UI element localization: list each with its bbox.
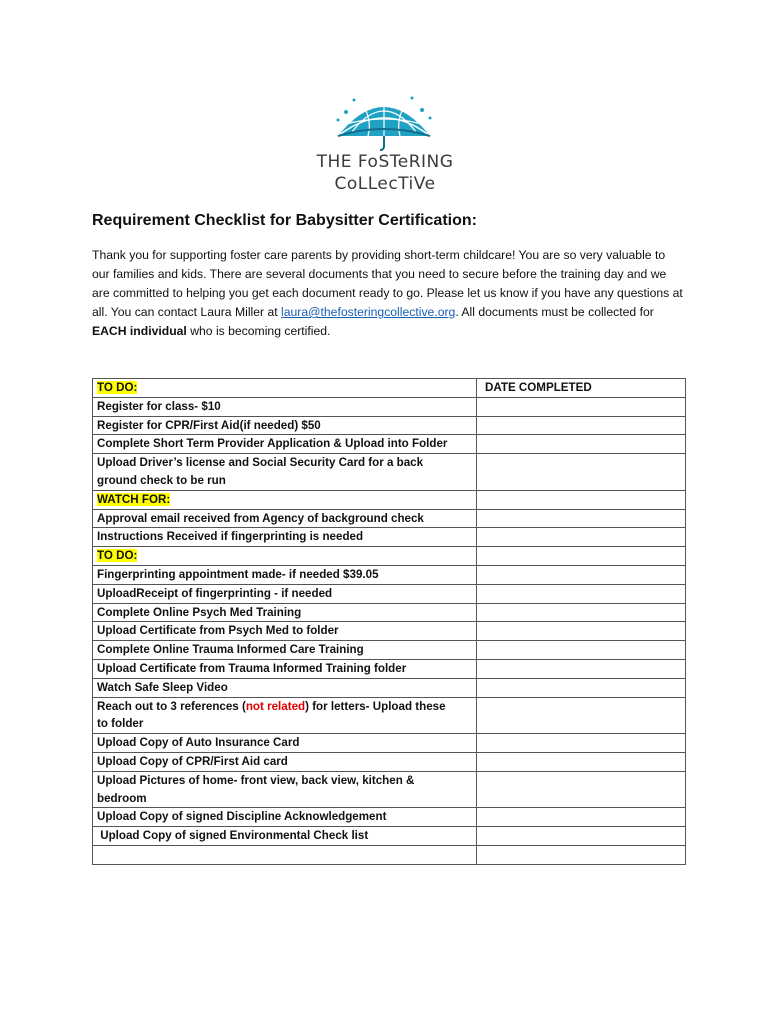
empty-task-cell[interactable] (93, 845, 477, 864)
date-cell[interactable] (477, 678, 686, 697)
date-cell[interactable] (477, 490, 686, 509)
table-row (93, 734, 686, 753)
task-cell: Complete Online Trauma Informed Care Training (93, 641, 477, 660)
task-line1: Upload Pictures of home- front view, back view, kitchen & (97, 773, 415, 787)
date-cell[interactable] (477, 435, 686, 454)
task-cell: Approval email received from Agency of background check (93, 509, 477, 528)
intro-emphasis: EACH individual (92, 324, 187, 338)
watch-for-heading: WATCH FOR: (97, 492, 171, 506)
table-header-date: DATE COMPLETED (477, 379, 686, 398)
table-row-empty (93, 845, 686, 864)
date-cell[interactable] (477, 622, 686, 641)
table-row (93, 584, 686, 603)
requirement-checklist-table (92, 378, 686, 865)
table-row (93, 697, 686, 734)
task-cell: UploadReceipt of fingerprinting - if needed (93, 584, 477, 603)
table-row (93, 435, 686, 454)
date-cell[interactable] (477, 659, 686, 678)
table-row (93, 678, 686, 697)
task-cell: Register for CPR/First Aid(if needed) $50 (93, 416, 477, 435)
date-cell[interactable] (477, 454, 686, 491)
task-cell: Complete Online Psych Med Training (93, 603, 477, 622)
task-cell: Upload Certificate from Psych Med to folder (93, 622, 477, 641)
date-cell[interactable] (477, 584, 686, 603)
task-cell: Upload Certificate from Trauma Informed Training folder (93, 659, 477, 678)
date-cell[interactable] (477, 808, 686, 827)
date-cell[interactable] (477, 641, 686, 660)
logo-text-line1: THE FoSTeRING (316, 152, 454, 172)
task-cell (93, 454, 477, 491)
table-row (93, 528, 686, 547)
intro-paragraph (92, 246, 684, 341)
logo-text-line2: CoLLecTiVe (334, 174, 436, 194)
date-cell[interactable] (477, 603, 686, 622)
task-cell: Upload Copy of signed Environmental Check list (93, 827, 477, 846)
table-row (93, 771, 686, 808)
table-row (93, 547, 686, 566)
task-cell: Register for class- $10 (93, 397, 477, 416)
fostering-collective-logo (300, 92, 470, 204)
date-cell[interactable] (477, 734, 686, 753)
table-row (93, 397, 686, 416)
task-cell: Watch Safe Sleep Video (93, 678, 477, 697)
date-cell[interactable] (477, 697, 686, 734)
task-cell: Upload Copy of CPR/First Aid card (93, 752, 477, 771)
intro-text-part2: . All documents must be collected for (455, 305, 654, 319)
page-title: Requirement Checklist for Babysitter Certification: (92, 212, 477, 229)
table-row (93, 490, 686, 509)
task-cell (93, 697, 477, 734)
intro-text-part3: who is becoming certified. (186, 324, 331, 338)
not-related-note: not related (245, 699, 306, 713)
table-row (93, 827, 686, 846)
table-header-row (93, 379, 686, 398)
task-cell (93, 771, 477, 808)
task-text-before: Reach out to 3 references ( (97, 699, 246, 713)
todo-heading: TO DO: (97, 381, 138, 394)
table-row (93, 509, 686, 528)
task-cell (93, 490, 477, 509)
task-line2: to folder (97, 717, 144, 731)
todo-heading-2: TO DO: (97, 549, 138, 563)
table-row (93, 565, 686, 584)
task-cell: Fingerprinting appointment made- if needed $39.05 (93, 565, 477, 584)
table-row (93, 659, 686, 678)
table-header-todo (93, 379, 477, 398)
date-cell[interactable] (477, 827, 686, 846)
task-cell: Upload Copy of signed Discipline Acknowledgement (93, 808, 477, 827)
contact-email-link[interactable]: laura@thefosteringcollective.org (281, 305, 456, 319)
task-cell: Instructions Received if fingerprinting is needed (93, 528, 477, 547)
date-cell[interactable] (477, 397, 686, 416)
date-cell[interactable] (477, 845, 686, 864)
umbrella-globe-logo-icon (328, 92, 440, 152)
task-line1: Upload Driver’s license and Social Security Card for a back (97, 456, 424, 470)
date-cell[interactable] (477, 565, 686, 584)
task-cell: Upload Copy of Auto Insurance Card (93, 734, 477, 753)
date-cell[interactable] (477, 752, 686, 771)
table-row (93, 603, 686, 622)
table-row (93, 641, 686, 660)
task-cell: Complete Short Term Provider Application & Upload into Folder (93, 435, 477, 454)
intro-text-part1: Thank you for supporting foster care parents by providing short-term childcare! You are so very valuable to our families and kids. There are several documents that you need to secure before the training day and we are committed to helping you get each document ready to go. Please let us know if you have any questions at all. You can contact Laura Miller at (92, 248, 683, 319)
task-line2: bedroom (97, 791, 147, 805)
task-text-after: ) for letters- Upload these (305, 699, 446, 713)
date-cell[interactable] (477, 771, 686, 808)
task-line2: ground check to be run (97, 473, 226, 487)
date-cell[interactable] (477, 509, 686, 528)
table-row (93, 416, 686, 435)
table-row (93, 622, 686, 641)
table-row (93, 454, 686, 491)
date-cell[interactable] (477, 547, 686, 566)
task-cell (93, 547, 477, 566)
date-cell[interactable] (477, 416, 686, 435)
table-row (93, 752, 686, 771)
date-cell[interactable] (477, 528, 686, 547)
table-row (93, 808, 686, 827)
